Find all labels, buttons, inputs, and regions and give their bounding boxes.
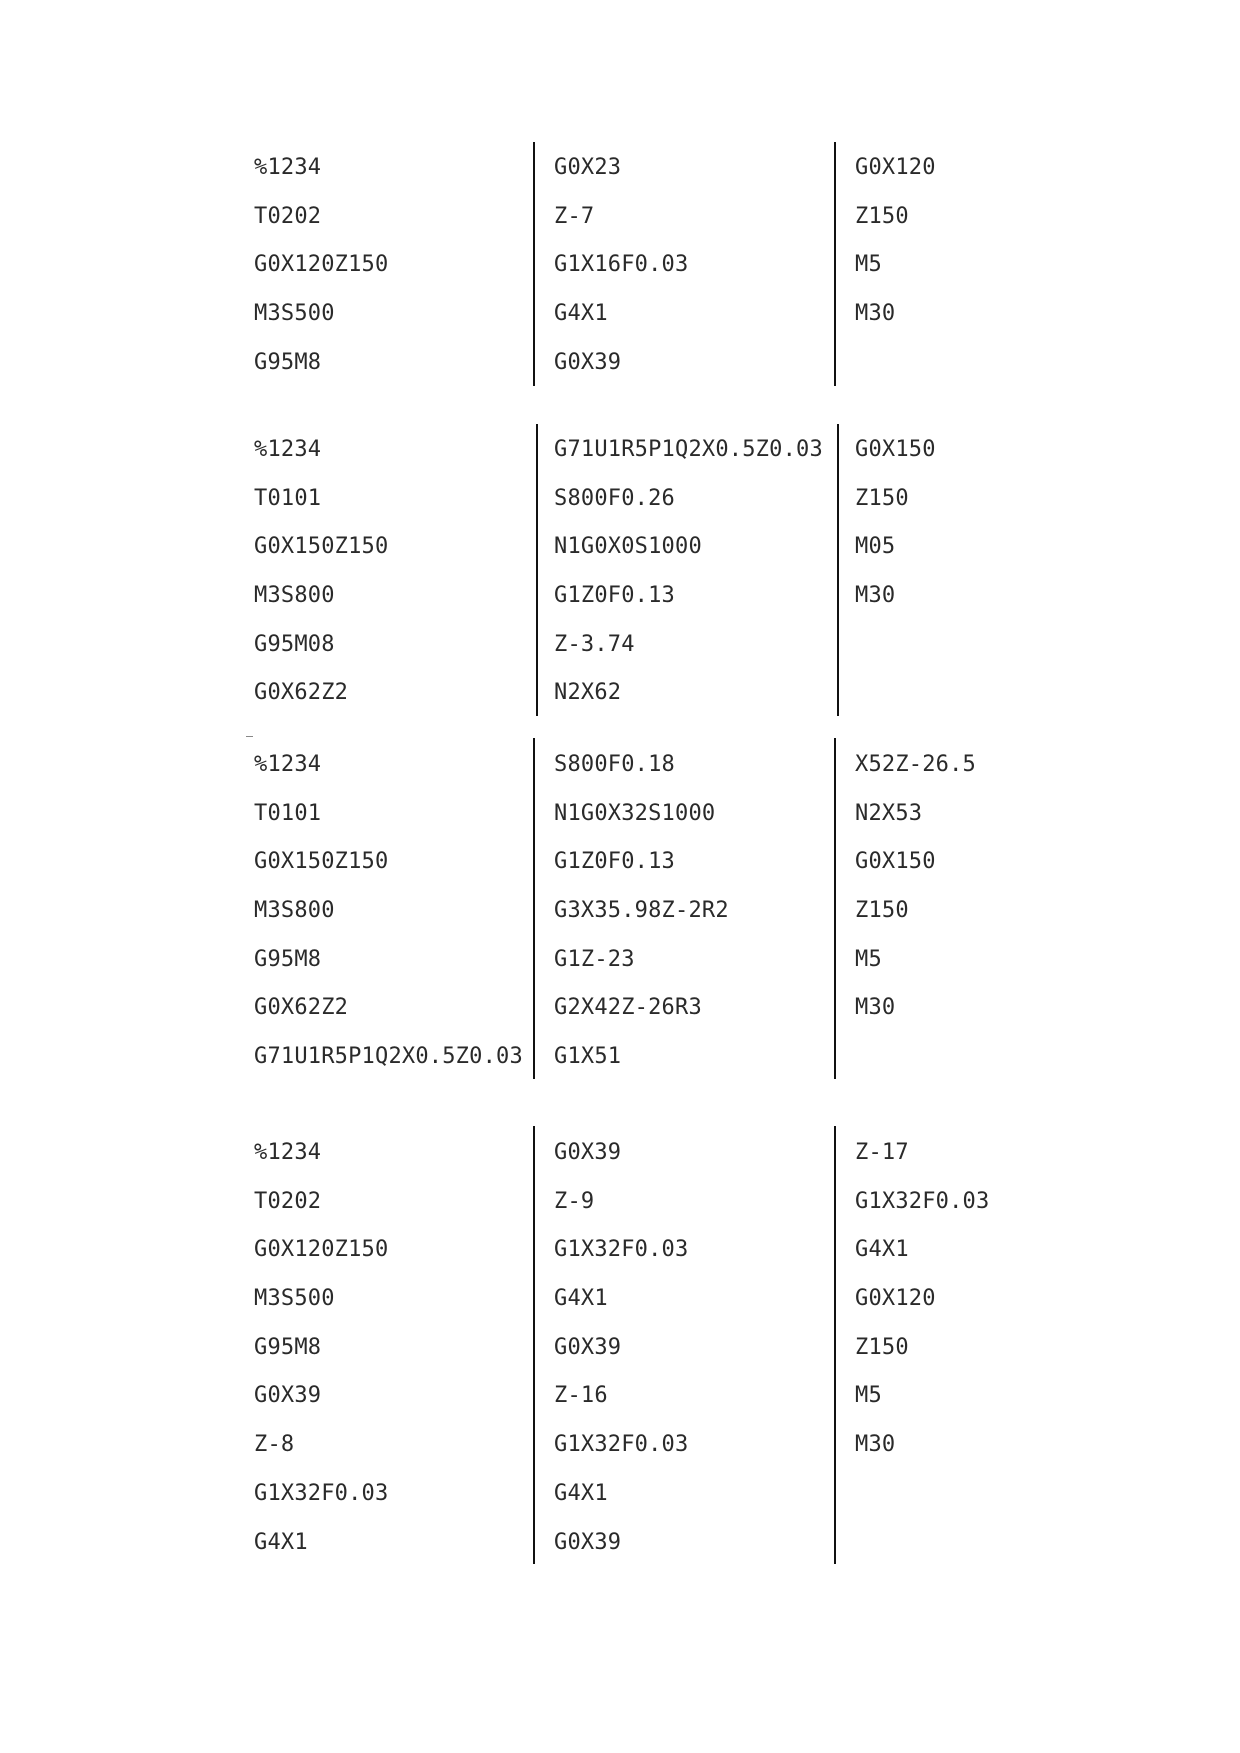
code-line: Z-7 xyxy=(554,203,595,229)
code-line: G0X39 xyxy=(554,1140,622,1165)
column-divider xyxy=(837,424,839,716)
code-line: G0X150Z150 xyxy=(254,849,389,875)
code-line: G1Z0F0.13 xyxy=(554,583,676,609)
code-line: G0X62Z2 xyxy=(254,995,349,1021)
code-line: G0X62Z2 xyxy=(254,680,349,706)
code-line: G4X1 xyxy=(554,1480,608,1506)
program-2-column-3 xyxy=(855,426,936,621)
code-line: G0X39 xyxy=(554,349,622,375)
code-line: G1Z0F0.13 xyxy=(554,849,676,875)
code-line: S800F0.18 xyxy=(554,752,676,777)
program-2-column-2 xyxy=(554,426,823,718)
code-line: G71U1R5P1Q2X0.5Z0.03 xyxy=(554,437,823,462)
code-line: G0X150 xyxy=(855,849,936,875)
code-line: G0X120Z150 xyxy=(254,1237,389,1263)
code-line: G4X1 xyxy=(855,1237,909,1263)
program-4-column-2 xyxy=(554,1129,688,1567)
code-line: Z-8 xyxy=(254,1432,295,1458)
code-line: T0202 xyxy=(254,1188,322,1214)
code-line: %1234 xyxy=(254,752,322,777)
column-divider xyxy=(533,1126,535,1564)
code-line: G1Z-23 xyxy=(554,946,635,972)
code-line: G0X120 xyxy=(855,1286,936,1312)
code-line: G0X150Z150 xyxy=(254,534,389,560)
code-line: G1X51 xyxy=(554,1044,622,1070)
code-line: G4X1 xyxy=(254,1529,308,1555)
column-divider xyxy=(834,1126,836,1564)
code-line: Z-17 xyxy=(855,1140,909,1165)
code-line: M30 xyxy=(855,1432,896,1458)
program-4-column-1 xyxy=(254,1129,388,1567)
column-divider xyxy=(536,424,538,716)
code-line: X52Z-26.5 xyxy=(855,752,977,777)
program-2-column-1 xyxy=(254,426,388,718)
code-line: G71U1R5P1Q2X0.5Z0.03 xyxy=(254,1044,523,1070)
program-1-column-3 xyxy=(855,144,936,339)
column-divider xyxy=(834,738,836,1079)
code-line: N1G0X0S1000 xyxy=(554,534,702,560)
code-line: G0X23 xyxy=(554,155,622,180)
code-line: G95M8 xyxy=(254,946,322,972)
code-line: M30 xyxy=(855,583,896,609)
program-1-column-1 xyxy=(254,144,388,387)
code-line: S800F0.26 xyxy=(554,485,676,511)
code-line: Z150 xyxy=(855,898,909,924)
code-line: G1X32F0.03 xyxy=(554,1237,689,1263)
code-line: M5 xyxy=(855,1383,882,1409)
stray-mark xyxy=(246,736,253,737)
program-3-column-3 xyxy=(855,741,976,1033)
column-divider xyxy=(533,738,535,1079)
code-line: %1234 xyxy=(254,437,322,462)
code-line: M30 xyxy=(855,301,896,327)
code-line: G2X42Z-26R3 xyxy=(554,995,702,1021)
column-divider xyxy=(834,142,836,386)
code-line: G95M8 xyxy=(254,1334,322,1360)
column-divider xyxy=(533,142,535,386)
program-4-column-3 xyxy=(855,1129,989,1470)
code-line: %1234 xyxy=(254,155,322,180)
code-line: M3S800 xyxy=(254,583,335,609)
code-line: Z-3.74 xyxy=(554,631,635,657)
code-line: %1234 xyxy=(254,1140,322,1165)
code-line: G0X120Z150 xyxy=(254,252,389,278)
program-3-column-1 xyxy=(254,741,523,1082)
code-line: T0101 xyxy=(254,485,322,511)
code-line: G4X1 xyxy=(554,1286,608,1312)
code-line: N2X53 xyxy=(855,800,923,826)
code-line: M05 xyxy=(855,534,896,560)
code-line: G1X32F0.03 xyxy=(554,1432,689,1458)
code-line: G0X120 xyxy=(855,155,936,180)
code-line: M3S800 xyxy=(254,898,335,924)
code-line: G0X39 xyxy=(554,1334,622,1360)
program-1-column-2 xyxy=(554,144,688,387)
code-line: Z150 xyxy=(855,203,909,229)
code-line: G1X16F0.03 xyxy=(554,252,689,278)
code-line: G4X1 xyxy=(554,301,608,327)
code-line: G0X39 xyxy=(254,1383,322,1409)
code-line: G0X150 xyxy=(855,437,936,462)
code-line: G95M08 xyxy=(254,631,335,657)
code-line: T0101 xyxy=(254,800,322,826)
code-line: Z150 xyxy=(855,485,909,511)
code-line: Z-9 xyxy=(554,1188,595,1214)
code-line: M5 xyxy=(855,946,882,972)
code-line: M30 xyxy=(855,995,896,1021)
code-line: G0X39 xyxy=(554,1529,622,1555)
code-line: G1X32F0.03 xyxy=(254,1480,389,1506)
code-line: Z150 xyxy=(855,1334,909,1360)
code-line: G3X35.98Z-2R2 xyxy=(554,898,729,924)
code-line: N2X62 xyxy=(554,680,622,706)
code-line: T0202 xyxy=(254,203,322,229)
code-line: N1G0X32S1000 xyxy=(554,800,716,826)
code-line: G1X32F0.03 xyxy=(855,1188,990,1214)
code-line: M5 xyxy=(855,252,882,278)
code-line: G95M8 xyxy=(254,349,322,375)
code-line: Z-16 xyxy=(554,1383,608,1409)
code-line: M3S500 xyxy=(254,1286,335,1312)
program-3-column-2 xyxy=(554,741,729,1082)
code-line: M3S500 xyxy=(254,301,335,327)
